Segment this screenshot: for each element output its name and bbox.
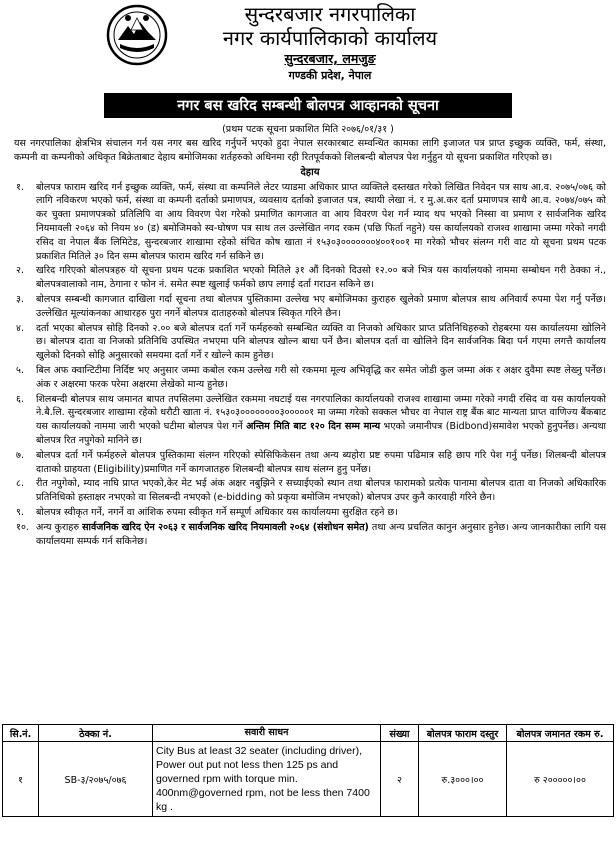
cell-contract-no: SB-३/२०७५/०७६ <box>39 742 153 817</box>
condition-number: ४. <box>16 322 24 334</box>
office-location: सुन्दरबजार, लमजुङ <box>284 51 376 66</box>
condition-text <box>36 521 606 549</box>
conditions-heading: देहाय <box>300 166 320 178</box>
condition-text <box>36 293 606 321</box>
col-header-contract: ठेक्का नं. <box>39 725 153 742</box>
table-header-row <box>3 725 614 742</box>
condition-text-part: बोलपत्र स्वीकृत गर्ने, नगर्ने वा आंशिक रुपमा स्वीकृत गर्ने सम्पूर्ण अधिकार यस कार्यालयमा सुरक्षित रहने छ। <box>36 506 398 518</box>
condition-text <box>36 322 606 363</box>
condition-text <box>36 506 606 520</box>
condition-item <box>14 506 606 520</box>
condition-item <box>14 293 606 321</box>
condition-item <box>14 521 606 549</box>
condition-text-part: शिलबन्दी बोलपत्र साथ जमानत बापत तपसिलमा उल्लेखित रकममा नघटाई यस नगरपालिका कार्यालयको राजश्व शाखामा जम्मा गरेको नगदी रसिद वा यस कार्यालयको ने.बै.लि. सुन्दरबजार शाखामा रहेको धरौटी खाता नं. १५३०३००००००००३०००००१ मा जम्मा गरेको सक्कल भौचर वा नेपाल राष्ट्र बैंक बाट मान्यता प्राप्त वाणिज्य बैंकबाट यस कार्यालयको नाममा जारी भएको घटीमा बोलपत्र पेश गर्ने <box>36 393 606 433</box>
notice-title: नगर बस खरिद सम्बन्धी बोलपत्र आव्हानको सूचना <box>104 93 512 118</box>
condition-item <box>14 449 606 477</box>
tender-table <box>2 724 614 817</box>
condition-text-bold: सार्वजनिक खरिद ऐन २०६३ र सार्वजनिक खरिद नियमावली २०६४ (संशोधन समेत) <box>82 521 369 533</box>
publication-date: (प्रथम पटक सूचना प्रकाशित मिति २०७६/०१/३१ ) <box>222 124 394 135</box>
condition-number: २. <box>16 265 24 277</box>
condition-item <box>14 364 606 392</box>
notice-intro: यस नगरपालिका क्षेत्रभित्र संचालन गर्न यस नगर बस खरिद गर्नुपर्ने भएको हुदा नेपाल सरकारबाट सम्वन्धित कामका लागि इजाजत पत्र प्राप्त इच्छुक व्यक्ति, फर्म, संस्था, कम्पनी वा कम्पनीको अधिकृत बिक्रेताबाट देहाय बमोजिमका शर्तहरुको अधिनमा रही रितपूर्वकको शिलबन्दी बोलपत्र पेश गर्नुहुन यो सूचना प्रकाशित गरिएको छ। <box>14 138 606 163</box>
condition-number: ९. <box>16 506 24 518</box>
notice-body <box>14 137 606 548</box>
condition-text-part: खरिद गरिएको बोलपत्रहरु यो सूचना प्रथम पटक प्रकाशित भएको मितिले ३१ औं दिनको दिउसो १२.०० बजे भित्र यस कार्यालयको नाममा सम्बोधन गरी ठेक्का नं., बोलपत्रवालाको नाम, ठेगाना र फोन नं. समेत स्पष्ट खुलाई फर्मको छाप लगाई दर्ता गराउन सकिने छ। <box>36 265 606 291</box>
col-header-bid-bond: बोलपत्र जमानत रकम रु. <box>507 725 614 742</box>
condition-number: ५. <box>16 364 24 376</box>
condition-item <box>14 322 606 363</box>
condition-text-part: भएको जमानीपत्र (Bidbond)समावेश भएको हुनुपर्नेछ। अन्यथा बोलपत्र रित नपुगेको मानिने छ। <box>36 421 606 446</box>
condition-text <box>36 393 606 448</box>
condition-text-part: बोलपत्र सम्बन्धी कागजात दाखिला गर्दा सूचना तथा बोलपत्र पुस्तिकामा उल्लेख भए बमोजिमका कुराहरु खुलेको प्रमाण बोलपत्र साथ अनिवार्य रुपमा पेश गर्नु पर्नेछ। उल्लेखित मूल्यांकनका आधारहरु पुरा नगर्ने बोलपत्र दाताहरुको बोलपत्र स्विकृत गरिने छैन। <box>36 293 606 319</box>
condition-text <box>36 264 606 292</box>
condition-number: १. <box>16 181 24 193</box>
condition-text-part: बिल अफ क्वान्टिटीमा निर्दिष्ट भए अनुसार जम्मा कबोल रकम उल्लेख गरी सो रकममा मूल्य अभिवृद्धि कर समेत जोडी कुल जम्मा अंक र अक्षर दुवैमा स्पष्ट लेख्नु पर्नेछ। अंक र अक्षरमा फरक परेमा अक्षरमा लेखेको मान्य हुनेछ। <box>36 364 606 390</box>
condition-text-bold: अन्तिम मिति बाट १२० दिन सम्म मान्य <box>246 421 381 433</box>
office-name: नगर कार्यपालिकाको कार्यालय <box>222 26 438 50</box>
condition-text <box>36 449 606 477</box>
cell-vehicle: City Bus at least 32 seater (including driver), Power out put not less then 125 ps and governed rpm with torque min. 400nm@governed rpm, not be less then 7400 kg . <box>153 742 381 817</box>
condition-number: ३. <box>16 293 24 305</box>
cell-form-fee: रु.३०००।०० <box>419 742 507 817</box>
condition-text <box>36 181 606 264</box>
cell-bid-bond: रु २०००००।०० <box>507 742 614 817</box>
condition-item <box>14 264 606 292</box>
cell-sn: १ <box>3 742 39 817</box>
condition-item <box>14 477 606 505</box>
condition-number: ८. <box>16 478 24 490</box>
condition-number: ७. <box>16 449 24 461</box>
col-header-sn: सि.नं. <box>3 725 39 742</box>
condition-number: ६. <box>16 393 24 405</box>
condition-text-part: बोलपत्र फाराम खरिद गर्न इच्छुक व्यक्ति, फर्म, संस्था वा कम्पनिले लेटर प्याडमा अधिकार प्राप्त व्यक्तिले दस्तखत गरेको लिखित निवेदन पत्र साथ आ.व. २०७५/०७६ को लागि नविकरण भएको फर्म, संस्था वा कम्पनी दर्ताको प्रमाणपत्र, व्यवसाय दर्ताको इजाजत पत्र, स्थायी लेखा नं. र मु.अ.कर दर्ता प्रमाणपत्र साथै आ.व. २०७४/०७५ को कर चुक्ता प्रमाणपत्रको प्रतिलिपि वा आय विवरण पेश गरेको प्रमाणित कागजात वा आय विवरण पेश गर्न म्याद थप भएको निस्सा वा प्रमाण र सार्वजनिक खरिद नियमावली २०६४ को नियम ४० (ड) बमोजिमको स्व-घोषण पत्र साथ तल उल्लेखित नगद रकम (पछि फिर्ता नहुने) यस कार्यालयको राजश्व शाखामा जम्मा गरेको नगदी रसिद वा नेपाल बैंक लिमिटेड, सुन्दरबजार शाखामा रहेको संचित कोष खाता नं १५३०३०००००००४००१००१ मा गरेको भौचर संलग्न गरी वाट यो सूचना प्रथम पटक प्रकाशित मितिले ३० दिन सम्म बोलपत्र फाराम खरिद गर्न सकिने छ। <box>36 181 606 262</box>
nepal-emblem-icon <box>106 4 168 66</box>
condition-text-part: बोलपत्र दर्ता गर्ने फर्महरुले बोलपत्र पुस्तिकामा संलग्न गरिएको स्पेसिफिकेसन तथा अन्य ब्यहोरा प्रष्ट रुपमा पढिमात्र सहि छाप गरि पेश गर्नु पर्नेछ। शिलबन्दी बोलपत्र दाताको ग्राहयता (Eligibility)प्रमाणित गर्ने कागजातहरु शिलबन्दी बोलपत्र साथ संलग्न हुनु पर्नेछ। <box>36 449 606 475</box>
condition-number: १०. <box>16 521 29 533</box>
condition-text <box>36 477 606 505</box>
province-name: गण्डकी प्रदेश, नेपाल <box>288 69 372 82</box>
condition-text-part: दर्ता भएका बोलपत्र सोहि दिनको २.०० बजे बोलपत्र दर्ता गर्ने फर्महरुको सम्बन्धित व्यक्ति वा निजको अधिकार प्राप्त प्रतिनिधिहरुको रोहबरमा यस कार्यालयमा खोलिने छ। बोलपत्र दाता वा निजको प्रतिनिधि उपस्थित नभएमा पनि बोलपत्र खोल्न बाधा पर्ने छैन। बोलपत्र दर्ता वा खोलिने दिन सार्वजनिक बिदा पर्न गएमा लगत्तै कार्यालय खुलेको दिनको सोहि अनुसारको समयमा दर्ता गर्ने र खोल्ने काम हुनेछ। <box>36 322 606 362</box>
conditions-list <box>14 181 606 549</box>
condition-text-part: अन्य कुराहरु <box>36 521 83 533</box>
condition-text-part: रीत नपुगेको, म्याद नाघि प्राप्त भएको,केर मेट भई अंक अक्षर नबुझिने र सच्याईएको स्थान तथा बोलपत्र फारामको प्रत्येक पानामा बोलपत्र दाता वा निजको अधिकारिक प्रतिनिधिको हस्ताक्षर नभएको वा सिलबन्दी नभएको (e-bidding को प्रकृया बमोजिम नभएको) बोलपत्र उपर कुनै कारवाही गरिने छैन। <box>36 478 606 504</box>
table-row <box>3 742 614 817</box>
letterhead <box>0 0 616 92</box>
condition-text <box>36 364 606 392</box>
condition-item <box>14 181 606 264</box>
col-header-form-fee: बोलपत्र फाराम दस्तुर <box>419 725 507 742</box>
col-header-quantity: संख्या <box>381 725 419 742</box>
cell-quantity: २ <box>381 742 419 817</box>
municipality-name: सुन्दरबजार नगरपालिका <box>244 2 416 26</box>
condition-item <box>14 393 606 448</box>
condition-text-part: तथा अन्य प्रचलित कानुन अनुसार हुनेछ। अन्य जानकारीका लागि यस कार्यालयमा सम्पर्क गर्न सकिनेछ। <box>36 521 606 547</box>
col-header-vehicle: सवारी साधन <box>153 725 381 742</box>
